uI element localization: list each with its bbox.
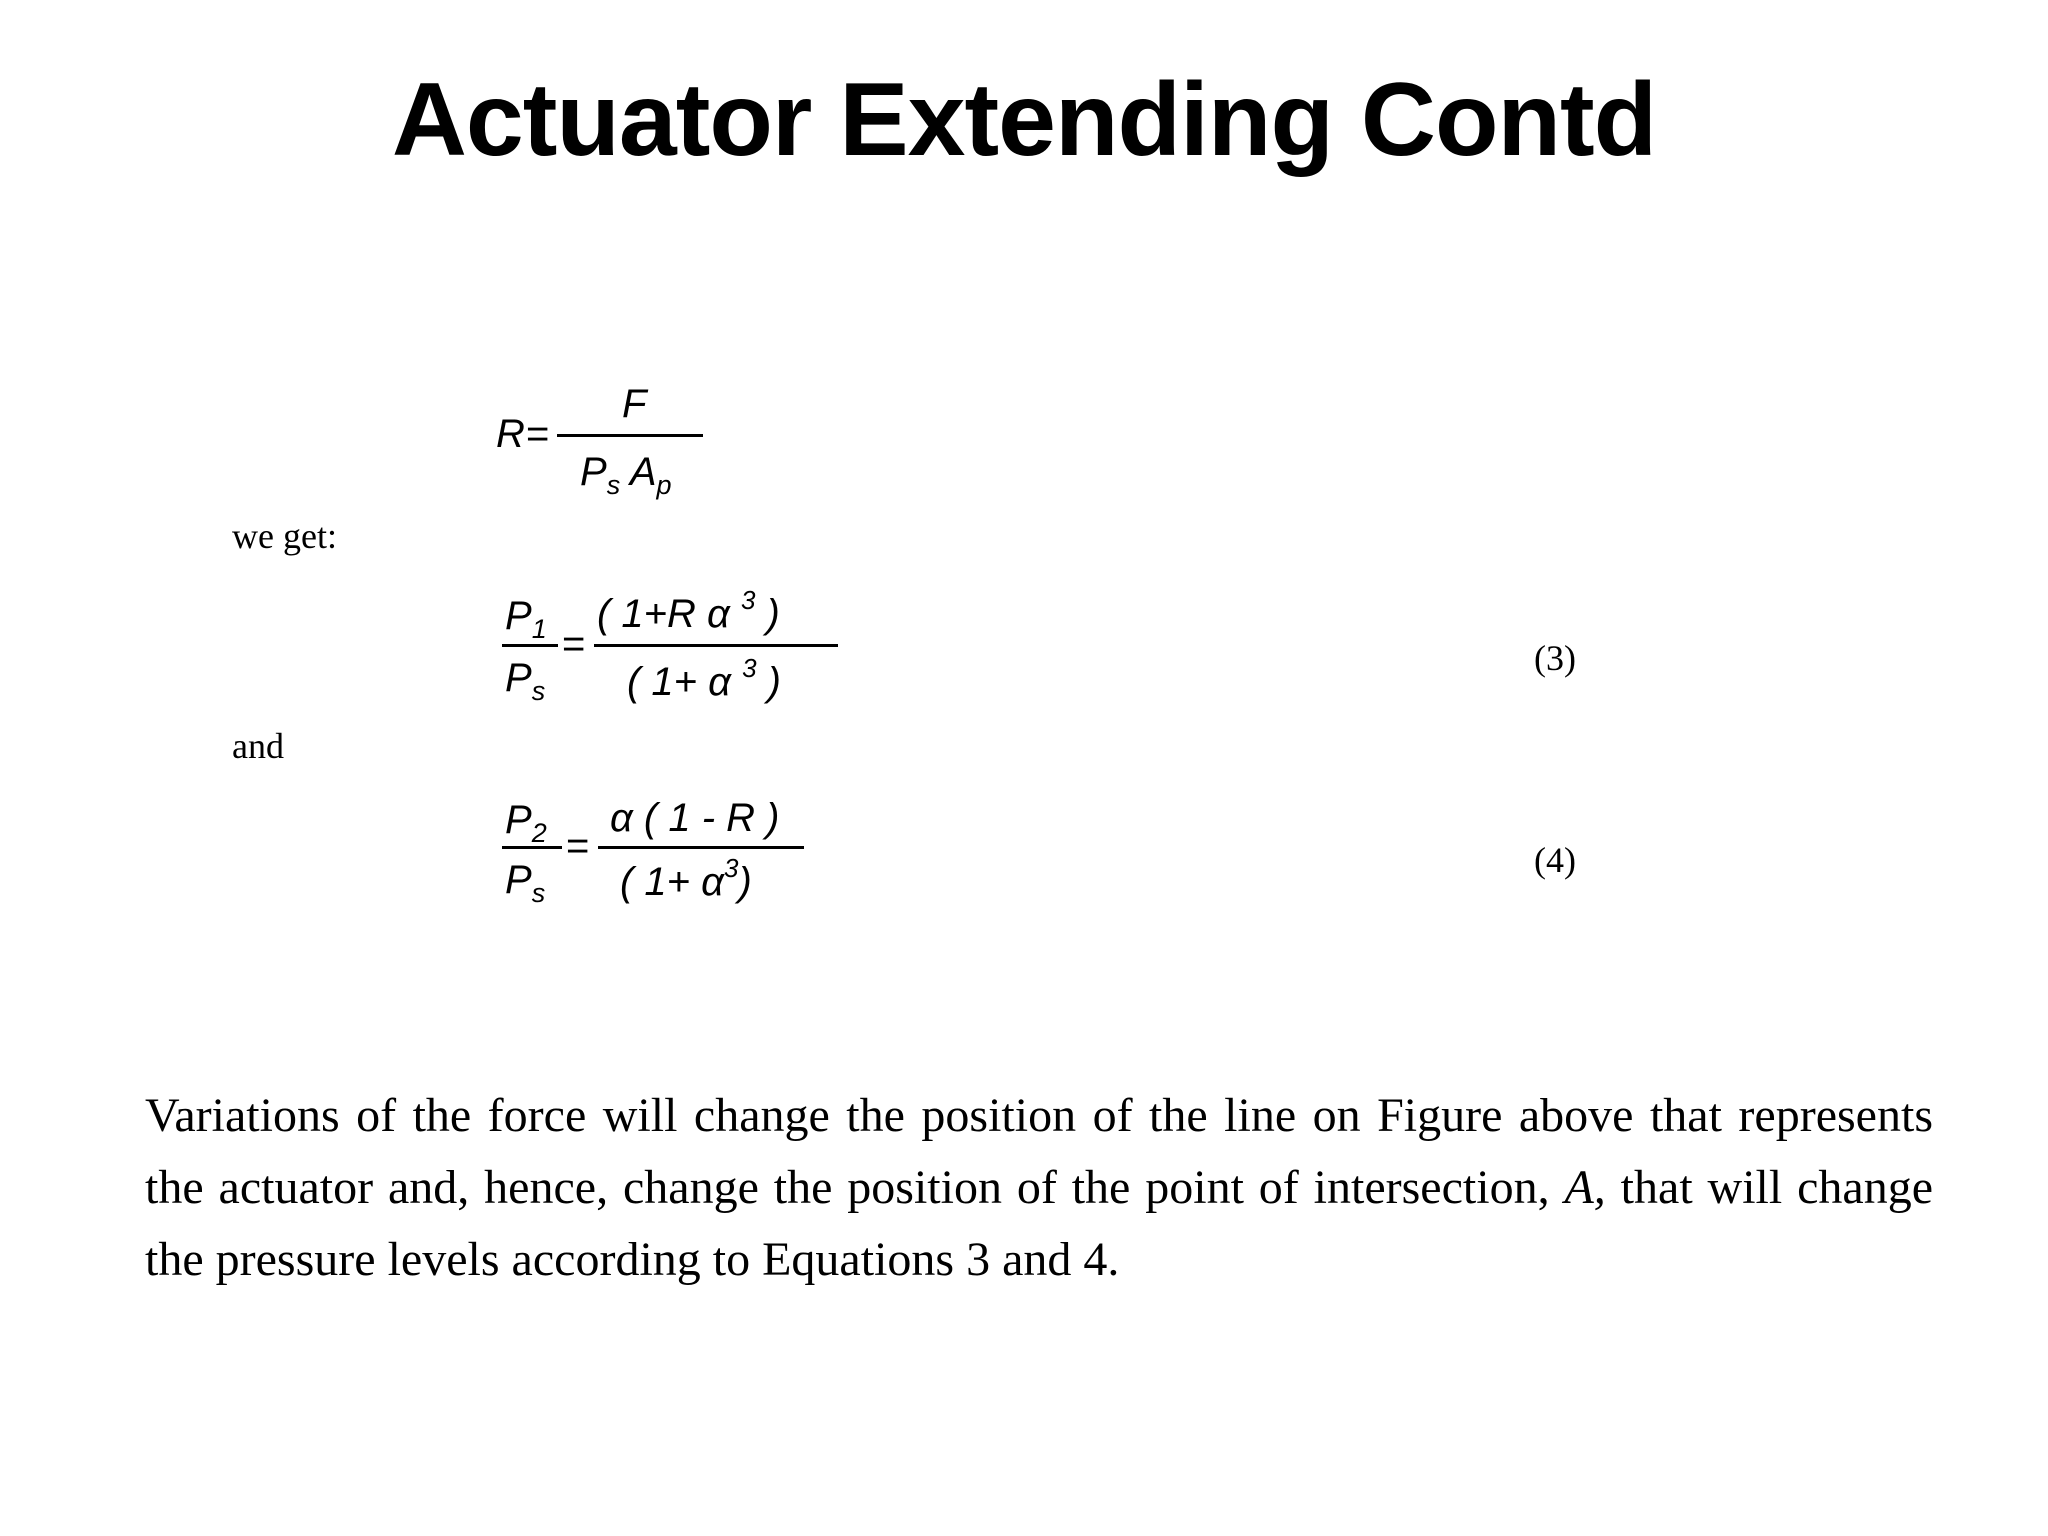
label-we-get: we get: xyxy=(232,516,337,556)
eq4-lhs-denominator: $P_s$ xyxy=(505,858,546,908)
eq3-number: (3) xyxy=(1534,638,1576,678)
eq3-rhs-fraction-bar xyxy=(594,644,838,647)
r-denominator: $P_s$ $A_p$ xyxy=(580,450,672,500)
equals-sign: = xyxy=(526,412,550,456)
eq3-rhs-denominator: ( 1+ α $^3$ ) xyxy=(627,653,781,704)
eq4-rhs-denominator: ( $1+ \alpha^3$) xyxy=(620,853,752,904)
r-symbol: R xyxy=(496,412,525,456)
eq3-equals-sign: = xyxy=(562,622,586,666)
eq4-rhs-fraction-bar xyxy=(598,846,804,849)
eq4-rhs-numerator: α ( 1 - R ) xyxy=(610,796,780,840)
eq4-number: (4) xyxy=(1534,840,1576,880)
eq4-lhs-numerator: $P_2$ xyxy=(505,798,547,848)
label-and: and xyxy=(232,726,284,766)
eq3-rhs-numerator: ( 1+R α $^3$ ) xyxy=(597,585,780,636)
slide-title: Actuator Extending Contd xyxy=(391,62,1657,178)
eq3-lhs-numerator: $P_1$ xyxy=(505,594,547,644)
r-fraction-bar xyxy=(557,434,703,437)
eq3-lhs-fraction-bar xyxy=(502,644,558,647)
r-numerator: F xyxy=(622,382,647,426)
body-paragraph: Variations of the force will change the position of the line on Figure above that represents the actuator and, hence, change the position of the point of intersection, A, that will change the pressure levels according to Equations 3 and 4. xyxy=(145,1089,1934,1286)
eq3-lhs-denominator: $P_s$ xyxy=(505,656,546,706)
point-a-label: A, xyxy=(1564,1161,1606,1214)
eq4-equals-sign: = xyxy=(566,824,590,868)
eq4-lhs-fraction-bar xyxy=(502,846,562,849)
